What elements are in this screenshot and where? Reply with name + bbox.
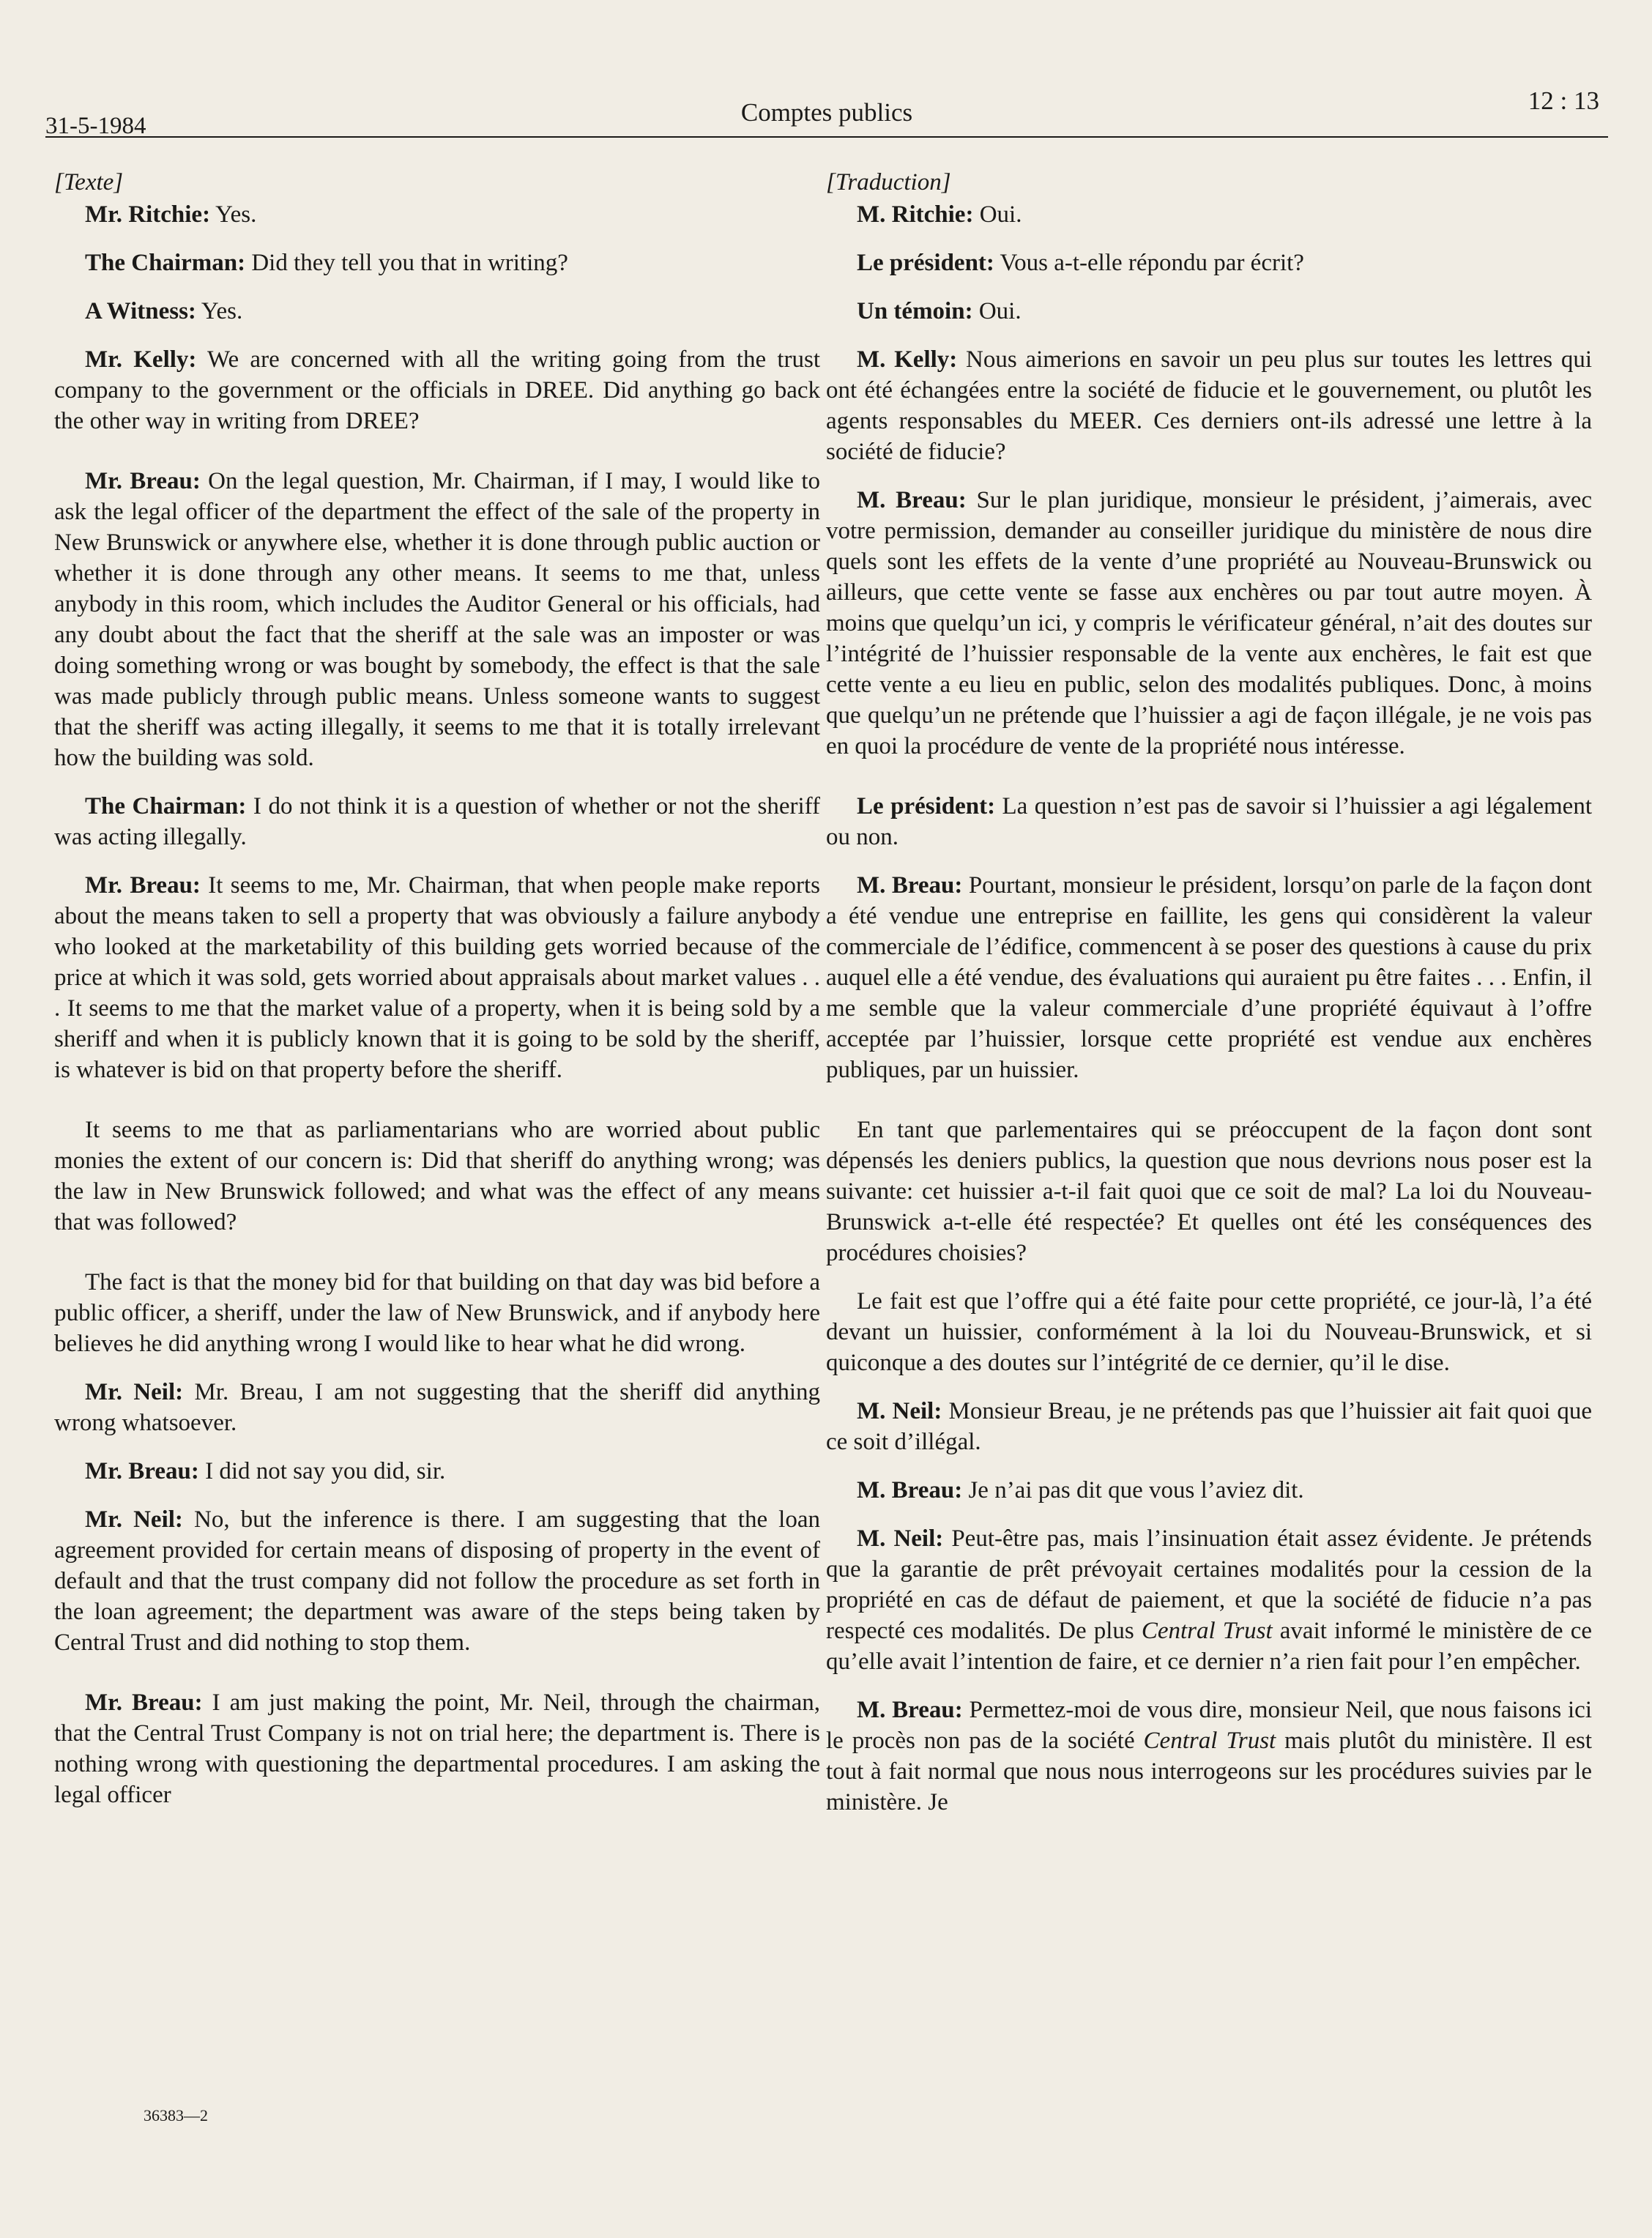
speech-text: Monsieur Breau, je ne prétends pas que l’huissier ait fait quoi que ce soit d’illégal.: [826, 1398, 1593, 1455]
speaker-name: M. Neil:: [857, 1398, 942, 1424]
speaker-name: M. Breau:: [857, 1477, 963, 1503]
speaker-name: Mr. Ritchie:: [85, 201, 211, 228]
speaker-name: M. Ritchie:: [857, 201, 974, 228]
transcript-paragraph: [54, 466, 820, 773]
english-column: [54, 167, 820, 1828]
speaker-name: M. Breau:: [857, 872, 963, 899]
speech-text: Yes.: [196, 298, 243, 324]
speaker-name: Le président:: [857, 250, 994, 276]
speech-text: Permettez-moi de vous dire, monsieur Neil, que nous faisons ici le procès non pas de la société: [826, 1697, 1592, 1754]
transcript-paragraph: [826, 485, 1592, 762]
company-name: Central Trust: [1141, 1618, 1273, 1644]
speech-text: Did they tell you that in writing?: [245, 250, 568, 276]
speech-text: Je n’ai pas dit que vous l’aviez dit.: [962, 1477, 1304, 1503]
transcript-paragraph: [826, 791, 1592, 852]
speech-text: Nous aimerions en savoir un peu plus sur toutes les lettres qui ont été échangées entre la société de fiducie et le gouvernement, ou plutôt les agents responsables du MEER. Ces derniers ont-ils adressé une lettre à la société de fiducie?: [826, 346, 1592, 465]
transcript-paragraph: [826, 1396, 1592, 1457]
speech-text: En tant que parlementaires qui se préoccupent de la façon dont sont dépensés les deniers publics, la question que nous devrions nous poser est la suivante: cet huissier a-t-il fait quoi que ce soit de mal? La loi du Nouveau-Brunswick a-t-elle été respectée? Et quelles ont été les conséquences des procédures choisies?: [826, 1117, 1592, 1266]
page-header: [45, 73, 1608, 141]
transcript-paragraph: [54, 1377, 820, 1438]
transcript-paragraph: [826, 1115, 1592, 1268]
speech-text: Yes.: [210, 201, 257, 228]
speaker-name: The Chairman:: [85, 250, 246, 276]
transcript-paragraph: [826, 199, 1592, 230]
speech-text: The fact is that the money bid for that building on that day was bid before a public officer, a sheriff, under the law of New Brunswick, and if anybody here believes he did anything wrong I would like to hear what he did wrong.: [54, 1269, 820, 1357]
speech-text: It seems to me, Mr. Chairman, that when people make reports about the means taken to sell a property that was obviously a failure anybody who looked at the marketability of this building gets worried because of the price at which it was sold, gets worried about appraisals about market values . . . It seems to me that the market value of a property, when it is being sold by a sheriff and when it is publicly known that it is going to be sold by the sheriff, is whatever is bid on that property before the sheriff.: [54, 872, 820, 1083]
transcript-paragraph: [54, 199, 820, 230]
speaker-name: Mr. Breau:: [85, 872, 201, 899]
speech-text: La question n’est pas de savoir si l’huissier a agi légalement ou non.: [826, 793, 1592, 850]
header-page-number: 12 : 13: [1528, 86, 1599, 115]
speech-text: No, but the inference is there. I am suggesting that the loan agreement provided for certain means of disposing of property in the event of default and that the trust company did not follow the procedure as set forth in the loan agreement; the department was aware of the steps being taken by Central Trust and did nothing to stop them.: [54, 1506, 820, 1656]
transcript-paragraph: [54, 248, 820, 278]
speaker-name: Mr. Breau:: [85, 1458, 199, 1484]
transcript-paragraph: [54, 1456, 820, 1487]
column-label: [Texte]: [54, 169, 124, 196]
speech-text: I do not think it is a question of whether or not the sheriff was acting illegally.: [54, 793, 821, 850]
speaker-name: M. Breau:: [857, 487, 967, 513]
speech-text: On the legal question, Mr. Chairman, if I may, I would like to ask the legal officer of the department the effect of the sale of the property in New Brunswick or anywhere else, whether it is done through public auction or whether it is done through any other means. It seems to me that, unless anybody in this room, which includes the Auditor General or his officials, had any doubt about the fact that the sheriff at the sale was an imposter or was doing something wrong or was bought by somebody, the effect is that the sale was made publicly through public means. Unless someone wants to suggest that the sheriff was acting illegally, it seems to me that it is totally irrelevant how the building was sold.: [54, 468, 820, 771]
print-code: 36383—2: [144, 2106, 208, 2124]
speaker-name: Mr. Breau:: [85, 1689, 203, 1716]
speech-text: Vous a-t-elle répondu par écrit?: [994, 250, 1304, 276]
transcript-paragraph: [826, 1523, 1592, 1677]
speech-text: Mr. Breau, I am not suggesting that the sheriff did anything wrong whatsoever.: [54, 1379, 820, 1436]
transcript-paragraph: [54, 1267, 820, 1359]
speech-text: I did not say you did, sir.: [198, 1458, 446, 1484]
transcript-paragraph: [826, 296, 1592, 327]
transcript-paragraph: [826, 1475, 1592, 1506]
french-column: [826, 167, 1592, 1835]
transcript-paragraph: [826, 870, 1592, 1085]
transcript-paragraph: [54, 1687, 820, 1810]
speech-text: Le fait est que l’offre qui a été faite pour cette propriété, ce jour-là, l’a été devant un huissier, conformément à la loi du Nouveau-Brunswick, et si quiconque a des doutes sur l’intégrité de ce dernier, qu’il le dise.: [826, 1288, 1592, 1376]
speaker-name: A Witness:: [85, 298, 196, 324]
transcript-paragraph: [54, 791, 820, 852]
speech-text: Peut-être pas, mais l’insinuation était assez évidente. Je prétends que la garantie de prêt prévoyait certaines modalités pour la cession de la propriété en cas de défaut de paiement, et que la société de fiducie n’a pas respecté ces modalités. De plus: [826, 1525, 1593, 1644]
header-title: Comptes publics: [740, 98, 913, 127]
speech-text: We are concerned with all the writing going from the trust company to the government or the officials in DREE. Did anything go back the other way in writing from DREE?: [54, 346, 821, 434]
speaker-name: M. Kelly:: [857, 346, 958, 373]
speaker-name: Le président:: [857, 793, 996, 819]
speaker-name: M. Breau:: [857, 1697, 963, 1723]
transcript-paragraph: [826, 1286, 1592, 1378]
speech-text-continued: mais plutôt du ministère. Il est tout à fait normal que nous nous interrogeons sur les procédures suivies par le ministère. Je: [826, 1728, 1592, 1815]
speaker-name: Mr. Neil:: [85, 1379, 184, 1405]
header-rule: [45, 136, 1608, 138]
speaker-name: Mr. Neil:: [85, 1506, 183, 1533]
transcript-paragraph: [54, 870, 820, 1085]
speech-text: Oui.: [972, 298, 1022, 324]
speech-text: Pourtant, monsieur le président, lorsqu’on parle de la façon dont a été vendue une entreprise en faillite, les gens qui considèrent la valeur commerciale de l’édifice, commencent à se poser des questions à cause du prix auquel elle a été vendue, des évaluations qui auraient pu être faites . . . Enfin, il me semble que la valeur commerciale d’une propriété équivaut à l’offre acceptée par l’huissier, lorsque cette propriété est vendue aux enchères publiques, par un huissier.: [826, 872, 1592, 1083]
company-name: Central Trust: [1143, 1728, 1276, 1754]
transcript-paragraph: [54, 1115, 820, 1238]
speaker-name: Un témoin:: [857, 298, 973, 324]
header-date: 31-5-1984: [45, 113, 146, 139]
speaker-name: M. Neil:: [857, 1525, 944, 1552]
speech-text: I am just making the point, Mr. Neil, through the chairman, that the Central Trust Company is not on trial here; the department is. There is nothing wrong with questioning the departmental procedures. I am asking the legal officer: [54, 1689, 820, 1808]
transcript-paragraph: [826, 344, 1592, 467]
speaker-name: Mr. Breau:: [85, 468, 201, 494]
speech-text: Sur le plan juridique, monsieur le président, j’aimerais, avec votre permission, demander au conseiller juridique du ministère de nous dire quels sont les effets de la vente d’une propriété au Nouveau-Brunswick ou ailleurs, que cette vente se fasse aux enchères ou par tout autre moyen. À moins que quelqu’un ici, y compris le vérificateur général, n’ait des doutes sur l’intégrité de l’huissier responsable de la vente aux enchères, le fait est que cette vente a eu lieu en public, selon des modalités publiques. Donc, à moins que quelqu’un ne prétende que l’huissier a agi de façon illégale, je ne vois pas en quoi la procédure de vente de la propriété nous intéresse.: [826, 487, 1592, 759]
transcript-paragraph: [54, 296, 820, 327]
speech-text: It seems to me that as parliamentarians who are worried about public monies the extent of our concern is: Did that sheriff do anything wrong; was the law in New Brunswick followed; and what was the effect of any means that was followed?: [54, 1117, 820, 1235]
transcript-paragraph: [54, 1504, 820, 1658]
speaker-name: Mr. Kelly:: [85, 346, 197, 373]
transcript-paragraph: [54, 344, 820, 436]
column-label: [Traduction]: [826, 169, 951, 196]
speech-text: Oui.: [973, 201, 1022, 228]
transcript-paragraph: [826, 1695, 1592, 1818]
speaker-name: The Chairman:: [85, 793, 247, 819]
speech-text-continued: avait informé le ministère de ce qu’elle avait l’intention de faire, et ce dernier n’a rien fait pour l’en empêcher.: [826, 1618, 1592, 1675]
transcript-paragraph: [826, 248, 1592, 278]
